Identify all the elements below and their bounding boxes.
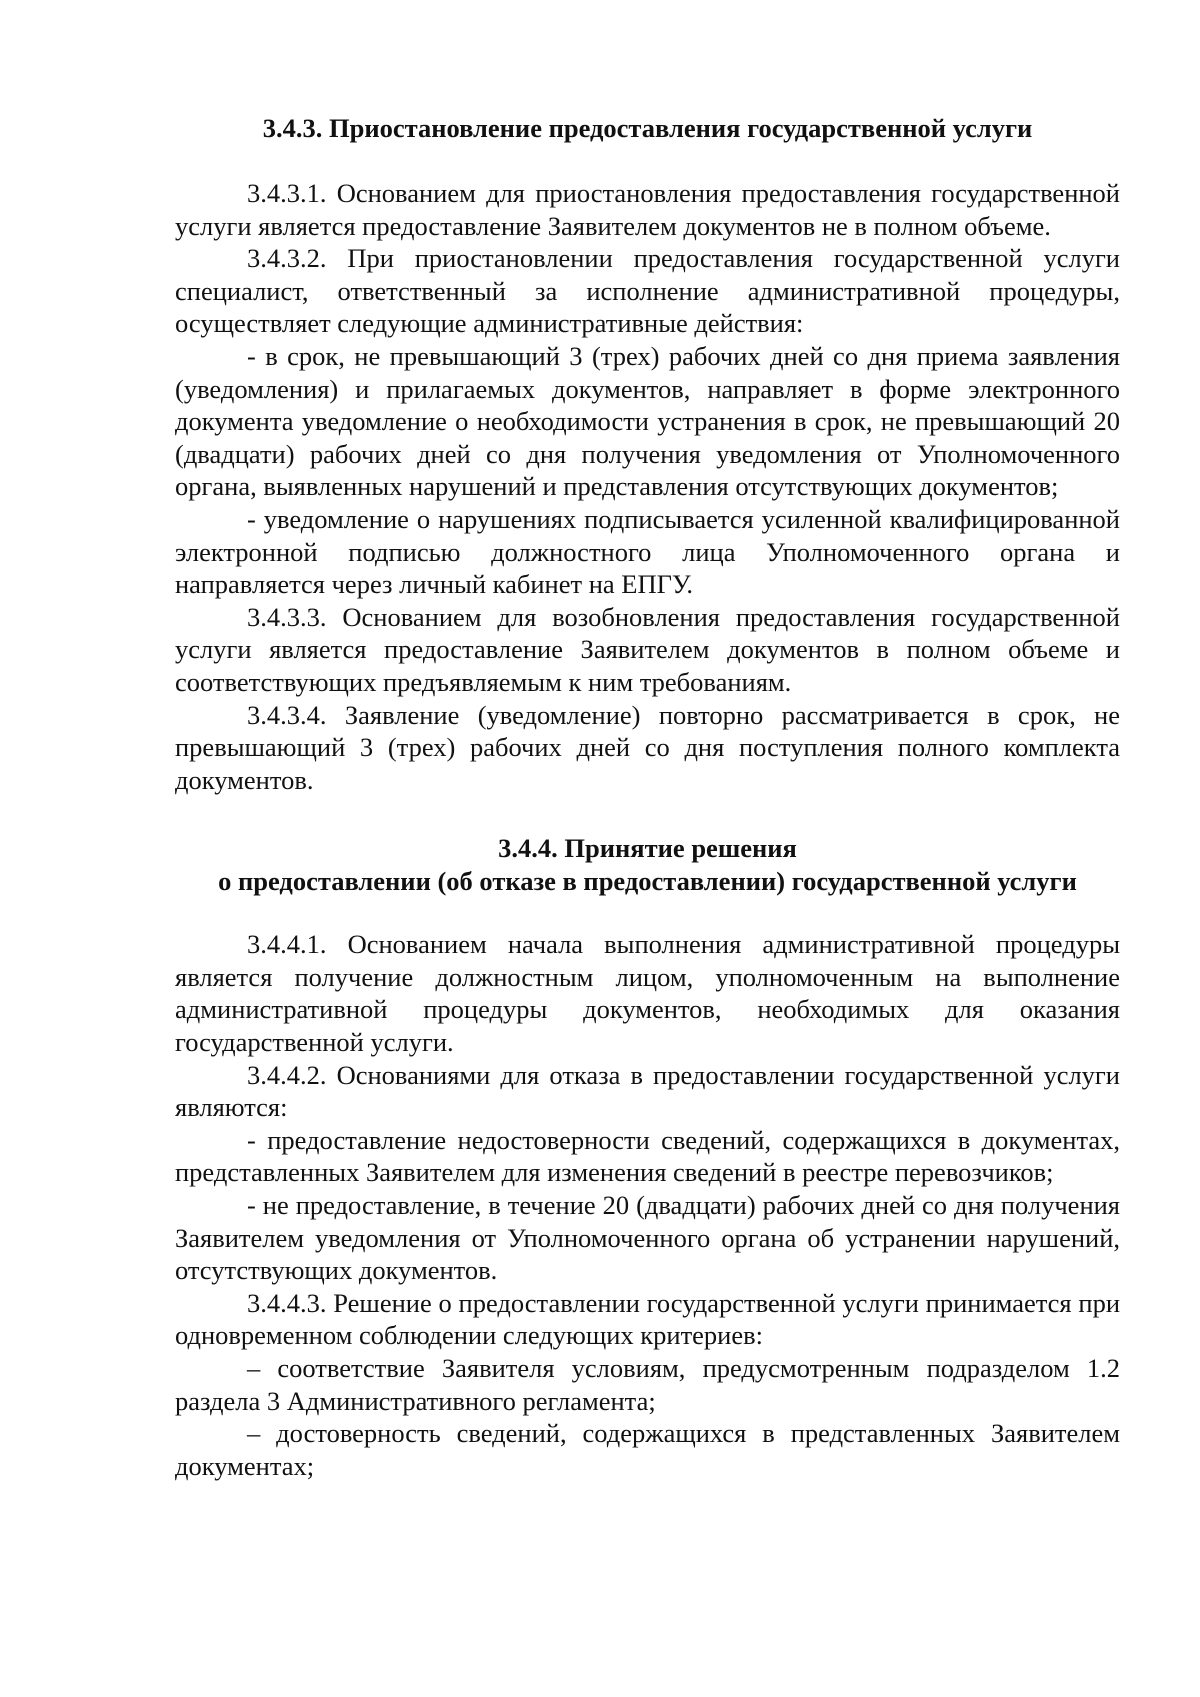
document-content <box>175 112 1120 1482</box>
paragraph-3-4-4-3: 3.4.4.3. Решение о предоставлении государственной услуги принимается при одновременном соблюдении следующих критериев: <box>175 1287 1120 1351</box>
list-item-criterion-compliance: – соответствие Заявителя условиям, предусмотренным подразделом 1.2 раздела 3 Административного регламента; <box>175 1353 1120 1416</box>
list-item-notification-signature: - уведомление о нарушениях подписывается усиленной квалифицированной электронной подписью должностного лица Уполномоченного органа и направляется через личный кабинет на ЕПГУ. <box>175 503 1120 600</box>
list-item-criterion-reliability: – достоверность сведений, содержащихся в представленных Заявителем документах; <box>175 1418 1120 1481</box>
paragraph-3-4-3-4: 3.4.3.4. Заявление (уведомление) повторно рассматривается в срок, не превышающий 3 (трех) рабочих дней со дня поступления полного комплекта документов. <box>175 699 1120 795</box>
paragraph-3-4-4-1: 3.4.4.1. Основанием начала выполнения административной процедуры является получение должностным лицом, уполномоченным на выполнение административной процедуры документов, необходимых для оказания государственной услуги. <box>175 929 1120 1058</box>
paragraph-3-4-4-2: 3.4.4.2. Основаниями для отказа в предоставлении государственной услуги являются: <box>175 1059 1120 1123</box>
paragraph-3-4-3-1: 3.4.3.1. Основанием для приостановления предоставления государственной услуги является предоставление Заявителем документов не в полном объеме. <box>175 178 1120 241</box>
list-item-refusal-unreliable-info: - предоставление недостоверности сведений, содержащихся в документах, представленных Заявителем для изменения сведений в реестре перевозчиков; <box>175 1124 1120 1188</box>
paragraph-3-4-3-2: 3.4.3.2. При приостановлении предоставления государственной услуги специалист, ответственный за исполнение административной процедуры, осуществляет следующие административные действия: <box>175 243 1120 339</box>
list-item-refusal-missing-docs: - не предоставление, в течение 20 (двадцати) рабочих дней со дня получения Заявителем уведомления от Уполномоченного органа об устранении нарушений, отсутствующих документов. <box>175 1190 1120 1286</box>
list-item-notification-deadline: - в срок, не превышающий 3 (трех) рабочих дней со дня приема заявления (уведомления) и прилагаемых документов, направляет в форме электронного документа уведомление о необходимости устранения в срок, не превышающий 20 (двадцати) рабочих дней со дня получения уведомления от Уполномоченного органа, выявленных нарушений и представления отсутствующих документов; <box>175 340 1120 502</box>
section-heading-3-4-4-line1: 3.4.4. Принятие решения <box>498 833 797 864</box>
section-heading-3-4-4-line2: о предоставлении (об отказе в предоставлении) государственной услуги <box>218 866 1077 897</box>
paragraph-3-4-3-3: 3.4.3.3. Основанием для возобновления предоставления государственной услуги является предоставление Заявителем документов в полном объеме и соответствующих предъявляемым к ним требованиям. <box>175 601 1120 697</box>
section-heading-3-4-3: 3.4.3. Приостановление предоставления государственной услуги <box>262 113 1033 143</box>
